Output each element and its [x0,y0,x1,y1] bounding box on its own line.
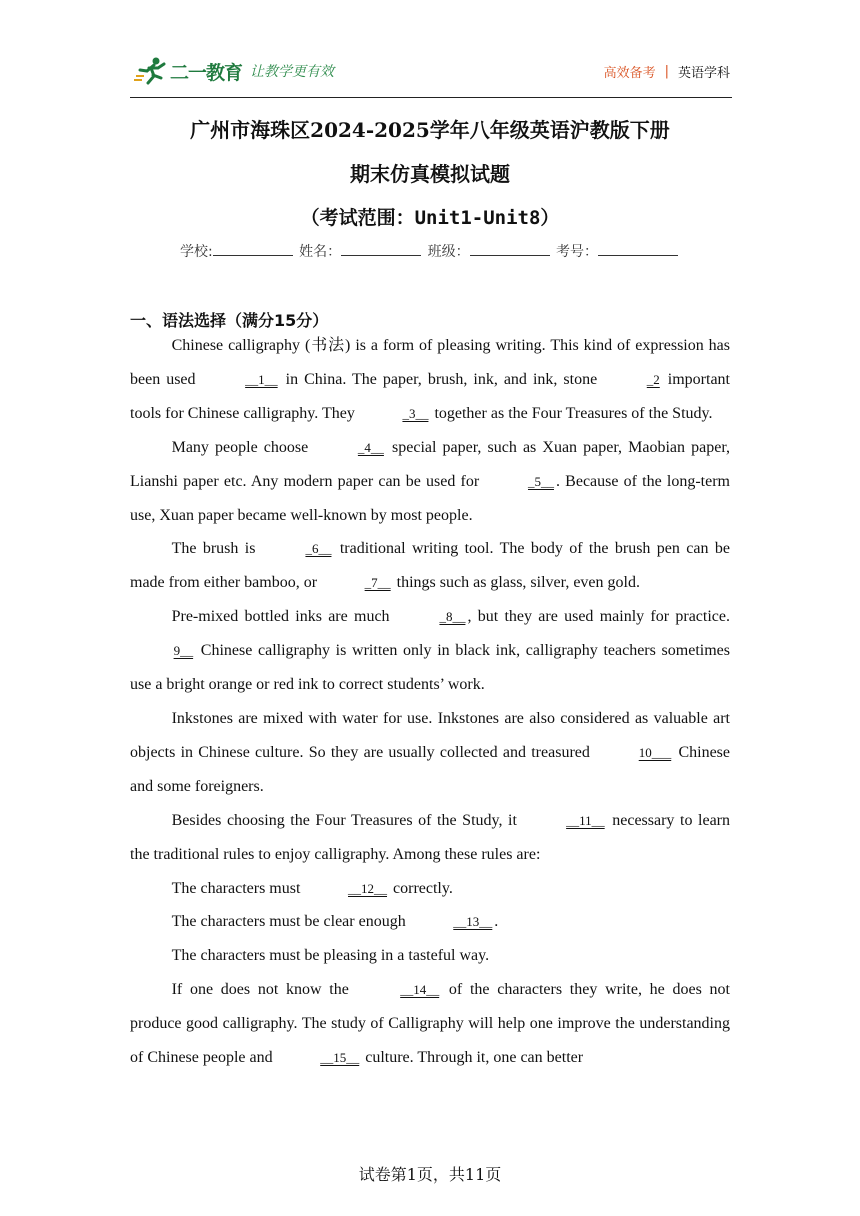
rule-2: The characters must be clear enough __13__ . [130,905,730,939]
blank-10[interactable]: 10___ [638,744,672,760]
logo-text: 二一教育 [170,61,243,84]
header-tags [604,62,730,81]
paragraph-1: Chinese calligraphy (书法) is a form of pleasing writing. This kind of expression has been used __1__ in China. The paper, brush, ink, and ink, stone _2 important tools for Chinese calligraphy. They _3__ together as the Four Treasures of the Study. [130,329,730,431]
exam-title-line1: 广州市海珠区2024-2025学年八年级英语沪教版下册 [190,118,670,142]
blank-14[interactable]: __14__ [400,982,440,998]
runner-logo-icon [134,56,168,86]
header-tag-right: 英语学科 [677,66,730,81]
blank-1[interactable]: __1__ [245,371,278,387]
exam-no-blank[interactable] [598,243,678,256]
name-label: 姓名： [299,244,342,260]
paragraph-6: Besides choosing the Four Treasures of the Study, it __11__ necessary to learn the traditional rules to enjoy calligraphy. Among these rules are: [130,804,730,872]
exam-scope: （考试范围：Unit1-Unit8） [300,207,560,229]
blank-4[interactable]: _4__ [357,439,384,455]
school-blank[interactable] [213,243,293,256]
class-blank[interactable] [470,243,550,256]
blank-11[interactable]: __11__ [566,812,605,828]
slogan: 让教学更有效 [250,64,335,80]
page-footer: 试卷第1页，共11页 [358,1165,502,1184]
header-tag-left: 高效备考 [603,66,656,81]
blank-13[interactable]: __13__ [453,914,493,930]
student-info-row [0,241,860,261]
passage [130,329,730,1075]
school-label: 学校: [179,244,213,260]
header-divider [130,97,732,98]
blank-9[interactable]: 9__ [173,643,194,659]
paragraph-4: Pre-mixed bottled inks are much _8__ , but they are used mainly for practice. 9__ Chinese calligraphy is written only in black ink, calligraphy teachers sometimes use a bright orange or red ink to correct students’ work. [130,600,730,702]
rule-1: The characters must __12__ correctly. [130,872,730,906]
paragraph-5: Inkstones are mixed with water for use. Inkstones are also considered as valuable art objects in Chinese culture. So they are usually collected and treasured 10___ Chinese and some foreigners. [130,709,731,795]
blank-8[interactable]: _8__ [439,609,466,625]
section-heading: 一、语法选择（满分15分） [130,311,329,330]
blank-6[interactable]: _6__ [305,541,332,557]
blank-2[interactable]: _2 [646,371,660,387]
paragraph-7: If one does not know the __14__ of the characters they write, he does not produce good calligraphy. The study of Calligraphy will help one improve the understanding of Chinese people and __15__ culture. Through it, one can better [130,973,730,1075]
brand-logo [134,56,334,86]
exam-title-line2: 期末仿真模拟试题 [350,162,510,186]
class-label: 班级： [427,244,470,260]
blank-15[interactable]: __15__ [320,1050,360,1066]
rule-3: The characters must be pleasing in a tasteful way. [171,947,490,965]
blank-5[interactable]: _5__ [527,473,554,489]
name-blank[interactable] [341,243,421,256]
blank-12[interactable]: __12__ [348,880,388,896]
blank-7[interactable]: _7__ [364,575,391,591]
header-separator: | [664,64,669,79]
blank-3[interactable]: _3__ [402,405,429,421]
paragraph-3: The brush is _6__ traditional writing tool. The body of the brush pen can be made from either bamboo, or _7__ things such as glass, silver, even gold. [130,532,730,600]
paragraph-2: Many people choose _4__ special paper, such as Xuan paper, Maobian paper, Lianshi paper etc. Any modern paper can be used for _5__ . Because of the long-term use, Xuan paper became well-known by most people. [130,431,730,533]
exam-no-label: 考号： [556,244,599,260]
page-header [130,54,732,98]
